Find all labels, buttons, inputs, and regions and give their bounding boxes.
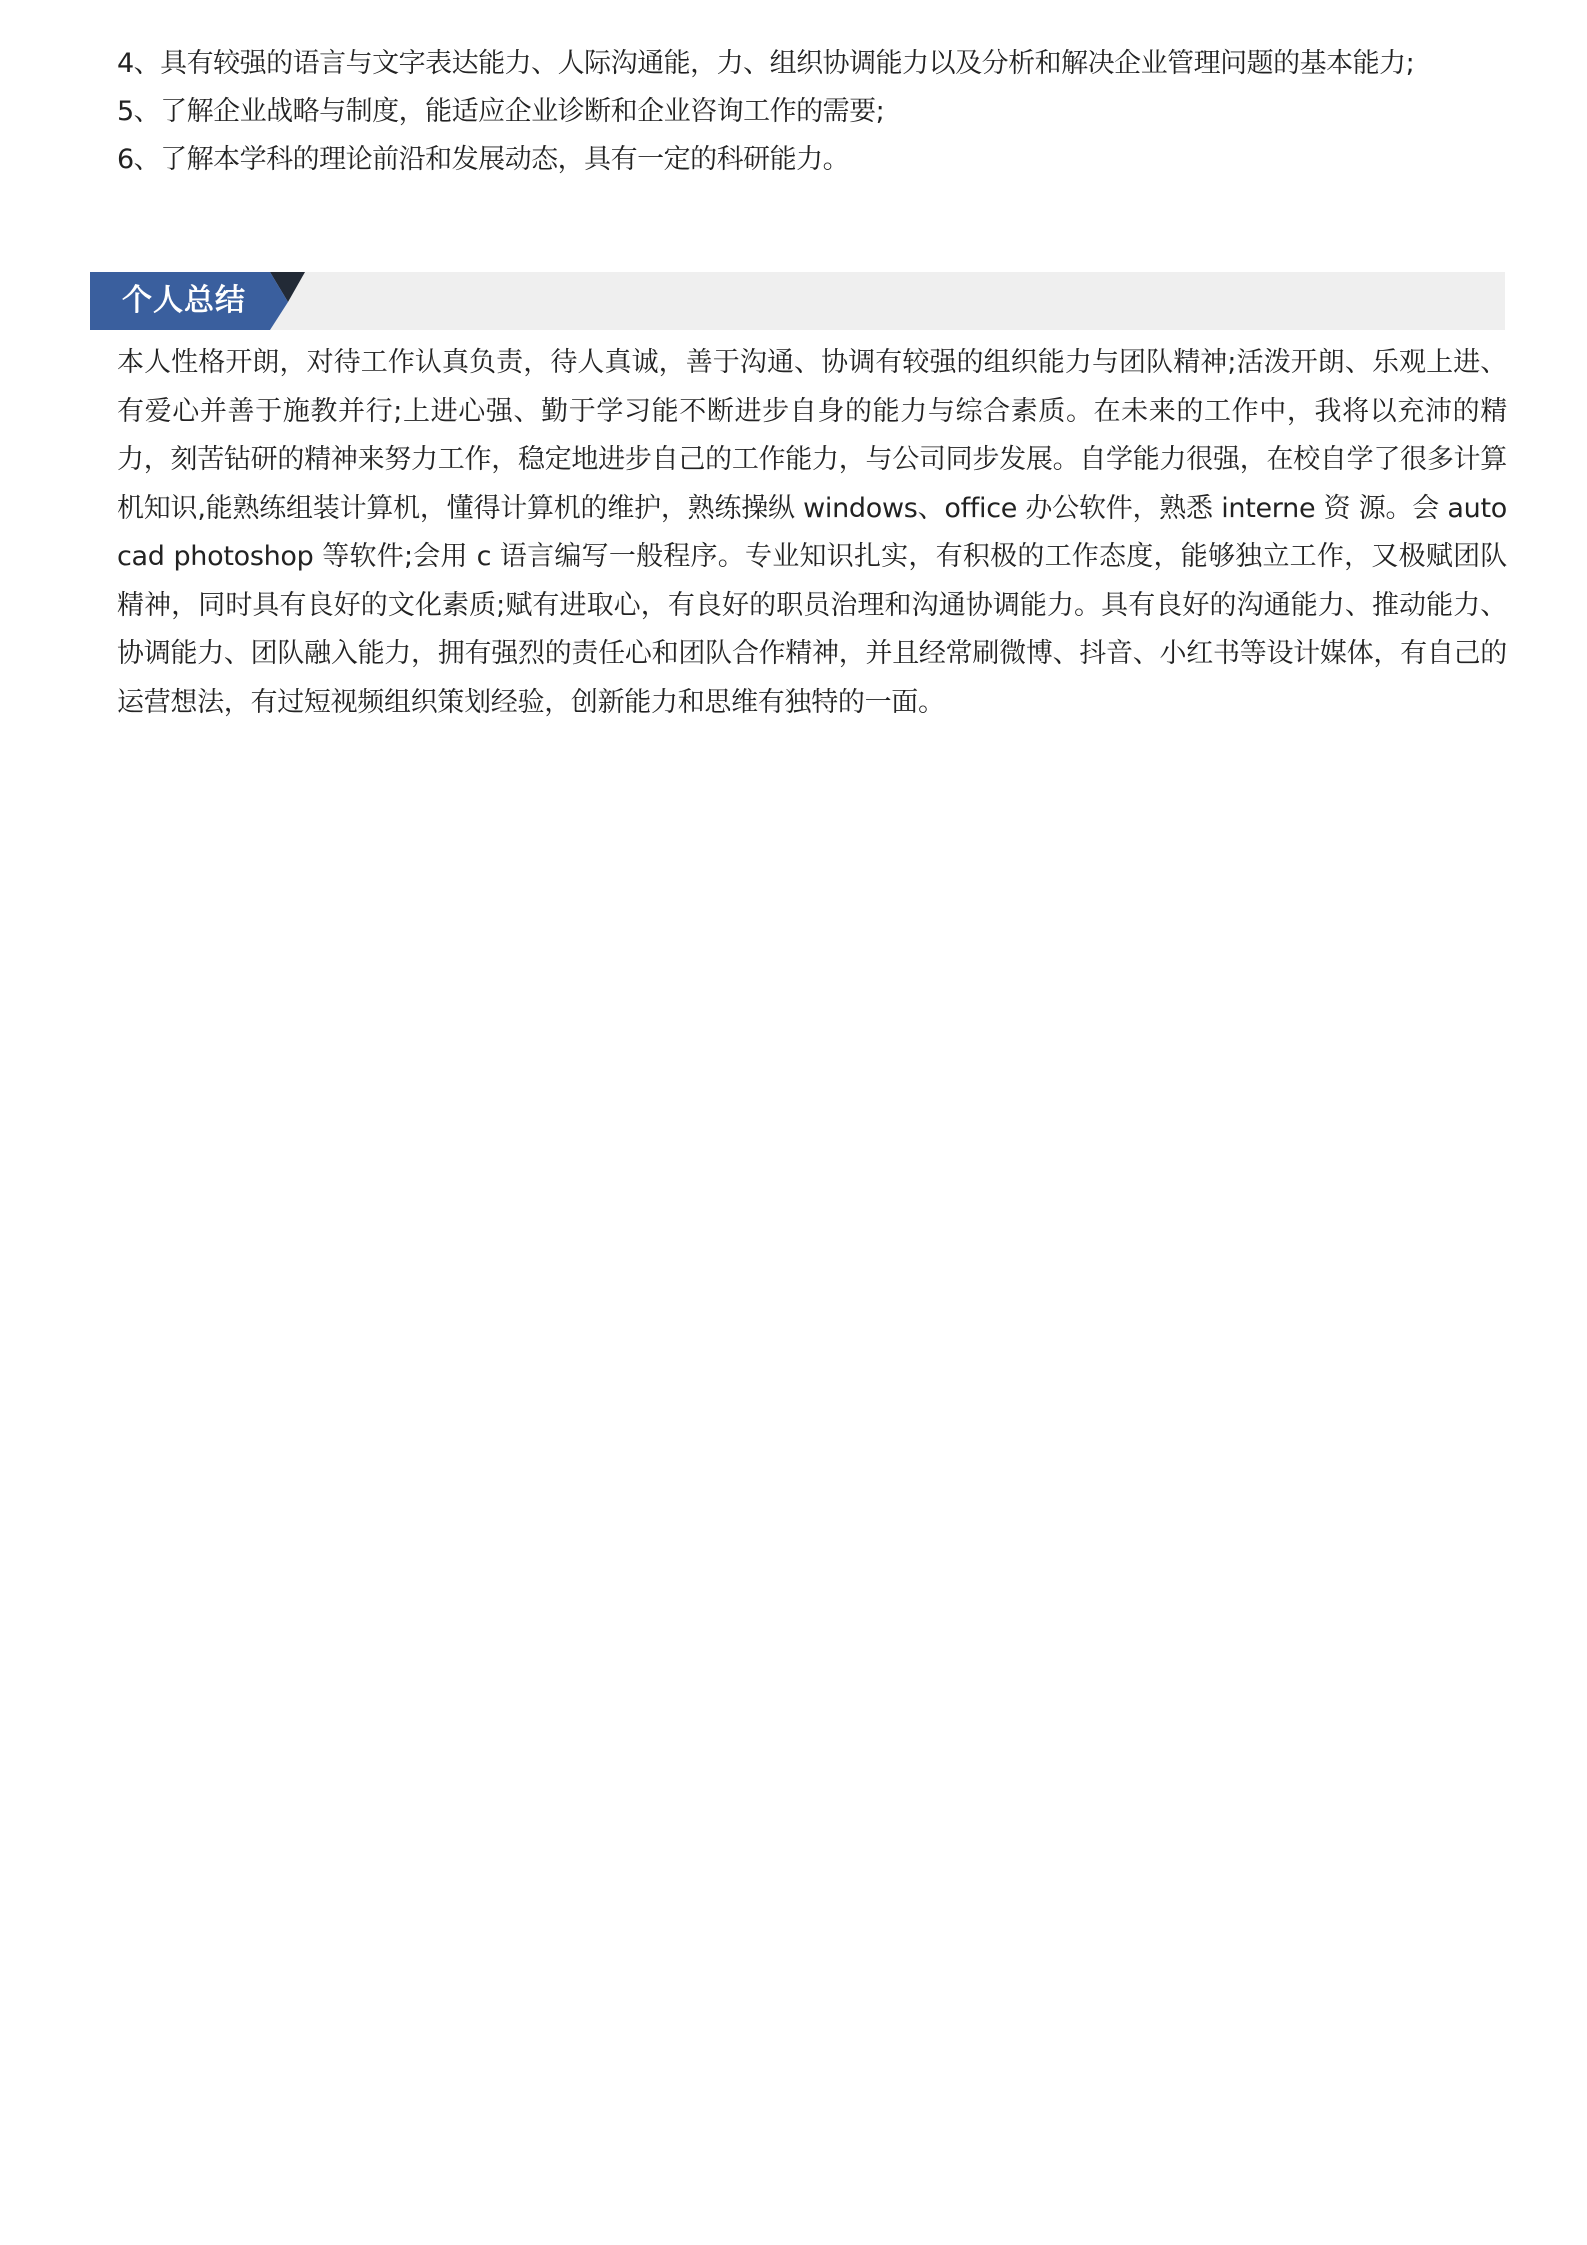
requirement-item-4: 4、具有较强的语言与文字表达能力、人际沟通能，力、组织协调能力以及分析和解决企业管理问题的基本能力;	[117, 48, 1415, 79]
personal-summary-header	[90, 272, 1505, 330]
requirement-item-6: 6、了解本学科的理论前沿和发展动态，具有一定的科研能力。	[117, 144, 850, 175]
requirement-item-5: 5、了解企业战略与制度，能适应企业诊断和企业咨询工作的需要;	[117, 96, 885, 127]
section-title: 个人总结	[122, 283, 246, 318]
requirements-list	[117, 40, 1507, 184]
personal-summary-text: 本人性格开朗，对待工作认真负责，待人真诚，善于沟通、协调有较强的组织能力与团队精神;活泼开朗、乐观上进、有爱心并善于施教并行;上进心强、勤于学习能不断进步自身的能力与综合素质。在未来的工作中，我将以充沛的精力，刻苦钻研的精神来努力工作，稳定地进步自己的工作能力，与公司同步发展。自学能力很强，在校自学了很多计算机知识,能熟练组装计算机，懂得计算机的维护，熟练操纵 windows、office 办公软件，熟悉 interne 资 源。会 auto cad photoshop 等软件;会用 c 语言编写一般程序。专业知识扎实，有积极的工作态度，能够独立工作，又极赋团队精神，同时具有良好的文化素质;赋有进取心，有良好的职员治理和沟通协调能力。具有良好的沟通能力、推动能力、协调能力、团队融入能力，拥有强烈的责任心和团队合作精神，并且经常刷微博、抖音、小红书等设计媒体，有自己的运营想法，有过短视频组织策划经验，创新能力和思维有独特的一面。	[117, 347, 1507, 718]
section-title-tab	[90, 272, 305, 330]
